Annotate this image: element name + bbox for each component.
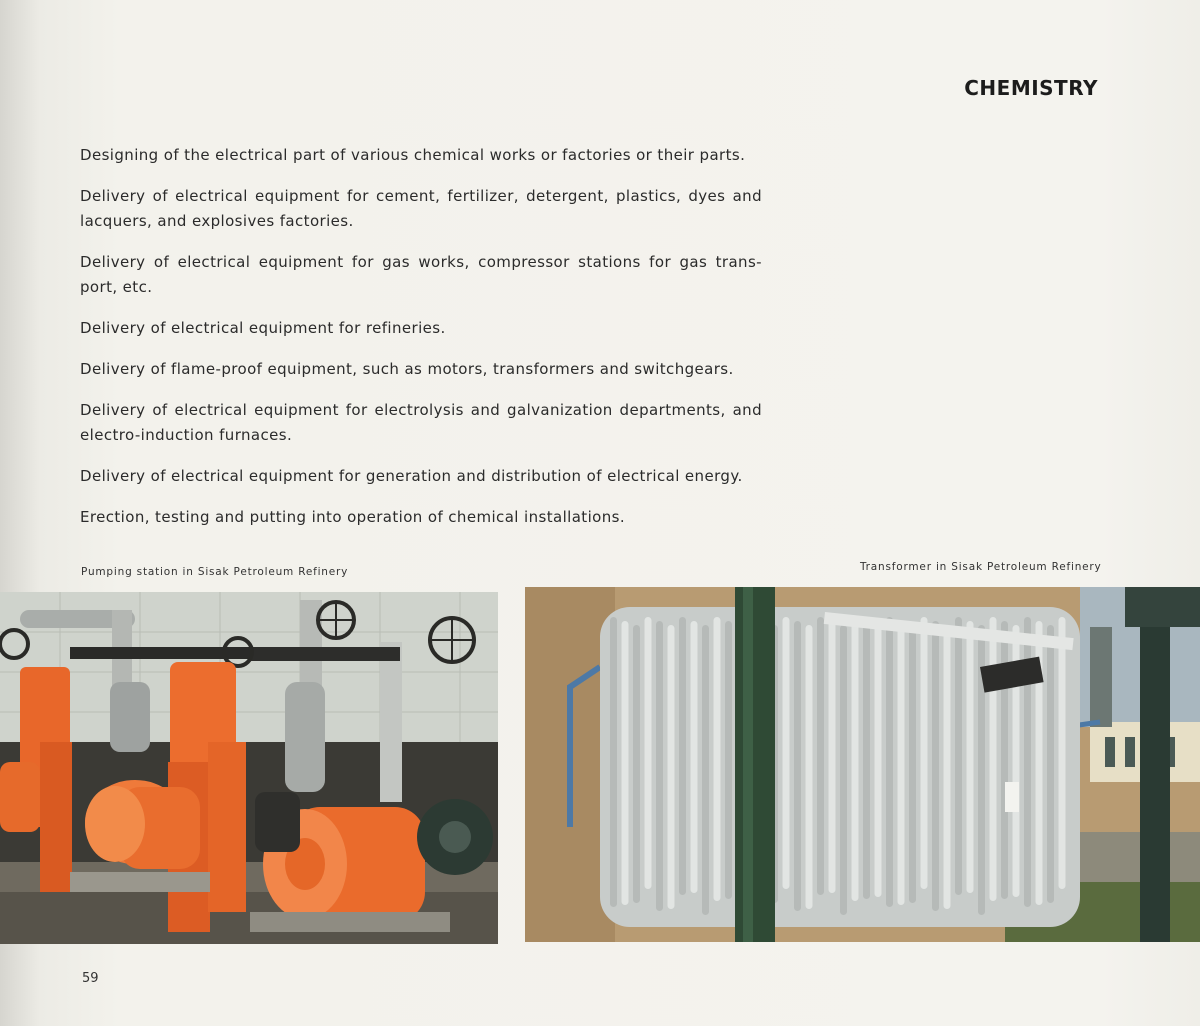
- radiator-fin: [610, 617, 617, 907]
- radiator-fin: [967, 621, 974, 893]
- paragraph-erection: Erection, testing and putting into operation of chemical installations.: [80, 508, 626, 526]
- radiator-fin: [840, 625, 847, 915]
- radiator-fin: [817, 617, 824, 895]
- page-number: 59: [82, 971, 99, 986]
- pumping-station-photo: [0, 592, 498, 944]
- right-photo-caption: Transformer in Sisak Petroleum Refinery: [860, 561, 1102, 573]
- radiator-fin: [909, 625, 916, 903]
- paragraph-designing: Designing of the electrical part of various chemical works or factories or their parts.: [80, 146, 746, 164]
- radiator-fin: [806, 625, 813, 909]
- paragraph-energy: Delivery of electrical equipment for generation and distribution of electrical energy.: [80, 467, 743, 485]
- radiator-fin: [679, 617, 686, 895]
- paragraph-refineries: Delivery of electrical equipment for refineries.: [80, 319, 446, 337]
- radiator-fin: [702, 625, 709, 915]
- radiator-fin: [898, 621, 905, 905]
- paragraph-flame-proof: Delivery of flame-proof equipment, such as motors, transformers and switchgears.: [80, 360, 734, 378]
- radiator-fin: [794, 621, 801, 911]
- paragraph-electrolysis: Delivery of electrical equipment for electrolysis and galvanization departments, and electro-induction furnaces.: [80, 401, 762, 444]
- radiator-fin: [783, 617, 790, 889]
- radiator-fin: [955, 617, 962, 895]
- radiator-fin: [990, 617, 997, 901]
- radiator-fin: [944, 625, 951, 909]
- radiator-fin: [691, 621, 698, 893]
- radiator-fin: [714, 617, 721, 901]
- left-photo-caption: Pumping station in Sisak Petroleum Refinery: [81, 566, 349, 578]
- radiator-fin: [668, 625, 675, 909]
- paragraph-gas-works: Delivery of electrical equipment for gas works, compressor stations for gas trans-port, etc.: [80, 253, 762, 296]
- radiator-fin: [852, 617, 859, 901]
- radiator-fin: [875, 625, 882, 897]
- section-title: CHEMISTRY: [964, 76, 1098, 100]
- transformer-photo: [525, 587, 1200, 942]
- radiator-fin: [886, 617, 893, 907]
- radiator-fin: [622, 621, 629, 905]
- radiator-fin: [829, 621, 836, 893]
- radiator-fin: [656, 621, 663, 911]
- radiator-fin: [932, 621, 939, 911]
- paragraph-factories: Delivery of electrical equipment for cement, fertilizer, detergent, plastics, dyes and lacquers, and explosives factories.: [80, 187, 762, 230]
- radiator-fin: [921, 617, 928, 889]
- radiator-fin: [633, 625, 640, 903]
- radiator-fin: [725, 621, 732, 899]
- radiator-fin: [863, 621, 870, 899]
- radiator-fin: [1047, 625, 1054, 903]
- radiator-fin: [1059, 617, 1066, 889]
- radiator-fin: [645, 617, 652, 889]
- body-text: [80, 143, 762, 546]
